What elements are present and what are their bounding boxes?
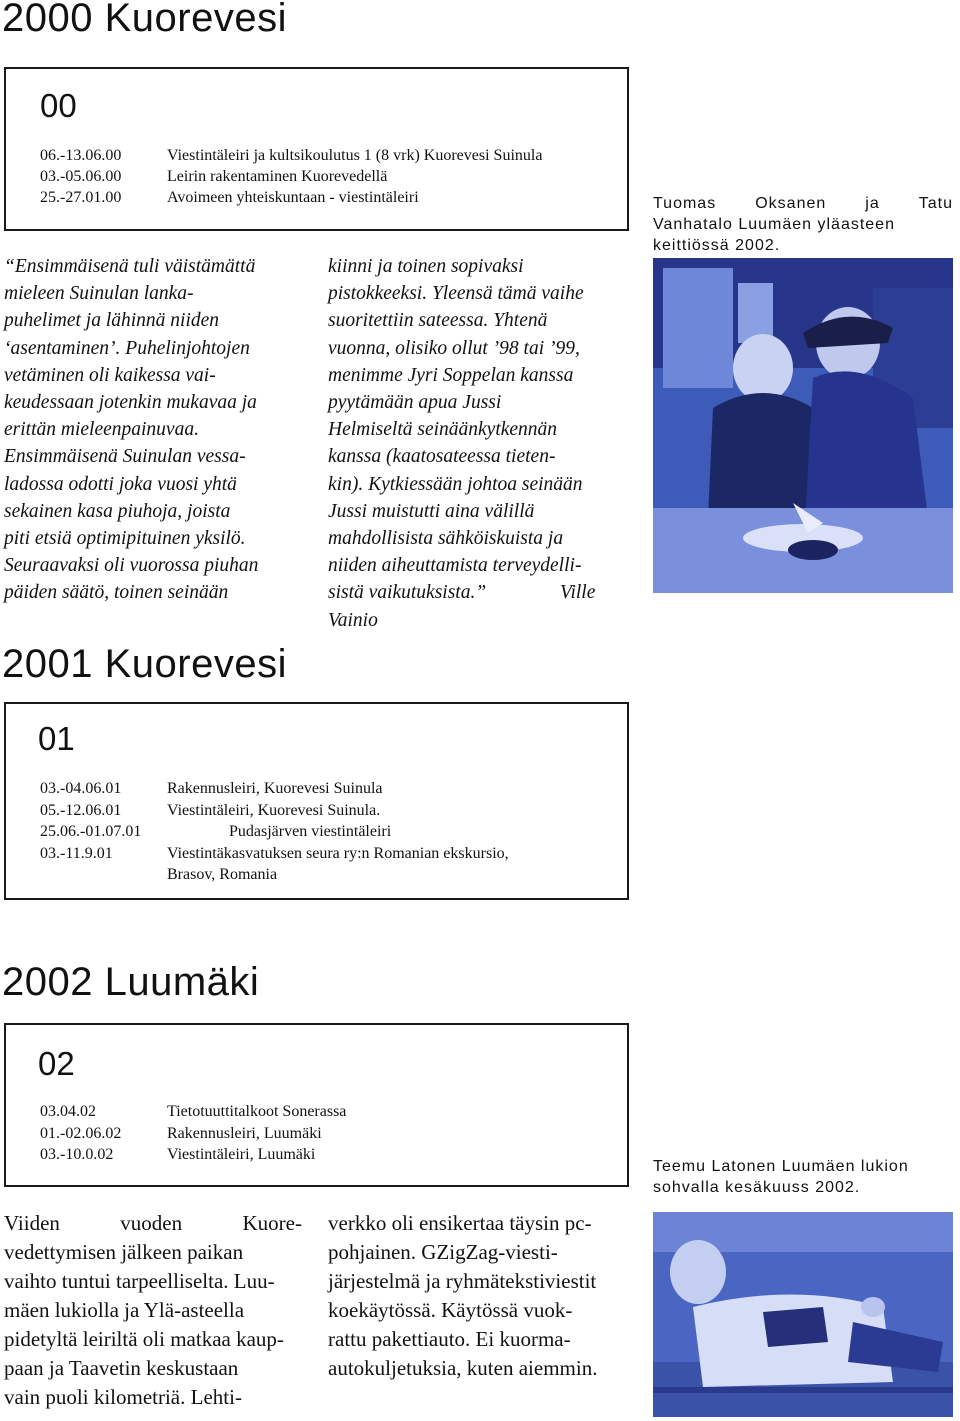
event-text: Viestintäleiri ja kultsikoulutus 1 (8 vrk) Kuorevesi Suinula bbox=[167, 147, 543, 164]
events-box-2002 bbox=[4, 1023, 629, 1187]
quote-line: vuonna, olisiko ollut ’98 tai ’99, bbox=[328, 337, 580, 359]
events-box-2001 bbox=[4, 702, 629, 900]
sofa-photo bbox=[653, 1212, 953, 1417]
section-heading-2002: 2002 Luumäki bbox=[2, 960, 260, 1004]
quote-line: sekainen kasa piuhoja, joista bbox=[4, 500, 231, 522]
quote-line: mahdollisista sähköiskuista ja bbox=[328, 528, 564, 550]
kitchen-photo-image bbox=[653, 258, 953, 593]
closing-column-1 bbox=[4, 1209, 302, 1412]
quote-line: mieleen Suinulan lanka- bbox=[4, 283, 194, 305]
event-date: 03.-11.9.01 bbox=[40, 845, 113, 862]
event-date: 06.-13.06.00 bbox=[40, 147, 122, 164]
quote-line: Seuraavaksi oli vuorossa piuhan bbox=[4, 555, 259, 577]
event-date: 25.-27.01.00 bbox=[40, 189, 122, 206]
quote-line: keudessaan jotenkin mukavaa ja bbox=[4, 392, 257, 414]
event-text: Viestintäkasvatuksen seura ry:n Romanian ekskursio, bbox=[167, 845, 509, 862]
body-line: mäen lukiolla ja Ylä-asteella bbox=[4, 1298, 245, 1322]
event-text: Viestintäleiri, Kuorevesi Suinula. bbox=[167, 802, 381, 819]
event-text: Viestintäleiri, Luumäki bbox=[167, 1146, 316, 1163]
quote-line: Ensimmäisenä Suinulan vessa- bbox=[4, 446, 246, 468]
quote-line: ladossa odotti joka vuosi yhtä bbox=[4, 473, 237, 495]
year-code: 01 bbox=[38, 720, 75, 757]
quote-line: kiinni ja toinen sopivaksi bbox=[328, 256, 524, 277]
event-date: 03.-04.06.01 bbox=[40, 780, 122, 797]
event-date: 03.-10.0.02 bbox=[40, 1146, 114, 1163]
quote-line: pyytämään apua Jussi bbox=[328, 392, 502, 414]
quote-line: piti etsiä optimipituinen yksilö. bbox=[4, 528, 246, 550]
event-text: Avoimeen yhteiskuntaan - viestintäleiri bbox=[167, 189, 419, 206]
photo-caption-2 bbox=[653, 1156, 953, 1198]
event-date: 05.-12.06.01 bbox=[40, 802, 122, 819]
quote-line: “Ensimmäisenä tuli väistämättä bbox=[4, 256, 256, 277]
quote-column-1 bbox=[4, 253, 304, 607]
body-line: vaihto tuntui tarpeelliselta. Luu- bbox=[4, 1269, 275, 1293]
caption-line: sohvalla kesäkuuss 2002. bbox=[653, 1179, 861, 1196]
body-line: pidetyltä leiriltä oli matkaa kaup- bbox=[4, 1327, 284, 1351]
quote-line: Jussi muistutti aina välillä bbox=[328, 500, 535, 522]
section-heading-2000: 2000 Kuorevesi bbox=[2, 0, 287, 40]
body-line: vedettymisen jälkeen paikan bbox=[4, 1240, 244, 1264]
quote-end-row bbox=[328, 579, 628, 606]
photo-caption-1 bbox=[653, 193, 953, 256]
quote-author-first: Ville bbox=[560, 582, 596, 604]
quote-line: vetäminen oli kaikessa vai- bbox=[4, 364, 216, 386]
sofa-photo-image bbox=[653, 1212, 953, 1417]
event-text: Rakennusleiri, Luumäki bbox=[167, 1125, 322, 1142]
kitchen-photo bbox=[653, 258, 953, 593]
caption-word: Oksanen bbox=[755, 195, 827, 212]
year-code: 00 bbox=[40, 87, 77, 124]
body-line: vain puoli kilometriä. Lehti- bbox=[4, 1385, 242, 1409]
body-line: autokuljetuksia, kuten aiemmin. bbox=[328, 1356, 598, 1380]
quote-author-last: Vainio bbox=[328, 609, 378, 631]
quote-line: menimme Jyri Soppelan kanssa bbox=[328, 364, 574, 386]
event-date: 01.-02.06.02 bbox=[40, 1125, 122, 1142]
quote-line: päiden säätö, toinen seinään bbox=[4, 582, 229, 604]
caption-line bbox=[653, 193, 953, 214]
event-text: Tietotuuttitalkoot Sonerassa bbox=[167, 1103, 347, 1120]
quote-line: sistä vaikutuksista.” bbox=[328, 582, 487, 604]
event-text: Leirin rakentaminen Kuorevedellä bbox=[167, 168, 388, 185]
quote-line: erittän mieleenpainuvaa. bbox=[4, 419, 199, 441]
body-line: järjestelmä ja ryhmätekstiviestit bbox=[328, 1269, 597, 1293]
quote-line: Helmiseltä seinäänkytkennän bbox=[328, 419, 558, 441]
body-line bbox=[4, 1209, 302, 1238]
caption-word: Tuomas bbox=[653, 195, 717, 212]
event-text: Pudasjärven viestintäleiri bbox=[229, 823, 392, 840]
quote-column-2 bbox=[328, 253, 628, 634]
quote-line: puhelimet ja lähinnä niiden bbox=[4, 310, 220, 332]
quote-line: kanssa (kaatosateessa tieten- bbox=[328, 446, 556, 468]
event-date: 03.04.02 bbox=[40, 1103, 96, 1120]
section-heading-2001: 2001 Kuorevesi bbox=[2, 642, 287, 686]
body-word: vuoden bbox=[120, 1211, 183, 1235]
event-text: Rakennusleiri, Kuorevesi Suinula bbox=[167, 780, 383, 797]
caption-line: keittiössä 2002. bbox=[653, 237, 781, 254]
closing-column-2 bbox=[328, 1209, 628, 1383]
quote-line: suoritettiin sateessa. Yhtenä bbox=[328, 310, 548, 332]
event-text-continued: Brasov, Romania bbox=[167, 866, 278, 883]
body-line: paan ja Taavetin keskustaan bbox=[4, 1356, 239, 1380]
quote-line: pistokkeeksi. Yleensä tämä vaihe bbox=[328, 283, 584, 305]
body-line: koekäytössä. Käytössä vuok- bbox=[328, 1298, 573, 1322]
event-date: 03.-05.06.00 bbox=[40, 168, 122, 185]
body-line: pohjainen. GZigZag-viesti- bbox=[328, 1240, 558, 1264]
events-box-2000 bbox=[4, 67, 629, 231]
quote-line: ‘asentaminen’. Puhelinjohtojen bbox=[4, 337, 250, 359]
caption-line: Vanhatalo Luumäen yläasteen bbox=[653, 216, 895, 233]
quote-line: niiden aiheuttamista terveydelli- bbox=[328, 555, 582, 577]
year-code: 02 bbox=[38, 1045, 75, 1082]
body-word: Kuore- bbox=[242, 1211, 302, 1235]
caption-word: ja bbox=[865, 195, 880, 212]
event-date: 25.06.-01.07.01 bbox=[40, 823, 142, 840]
body-line: rattu pakettiauto. Ei kuorma- bbox=[328, 1327, 571, 1351]
caption-line: Teemu Latonen Luumäen lukion bbox=[653, 1158, 909, 1175]
quote-line: kin). Kytkiessään johtoa seinään bbox=[328, 473, 583, 495]
body-line: verkko oli ensikertaa täysin pc- bbox=[328, 1211, 592, 1235]
caption-word: Tatu bbox=[918, 195, 953, 212]
body-word: Viiden bbox=[4, 1211, 60, 1235]
